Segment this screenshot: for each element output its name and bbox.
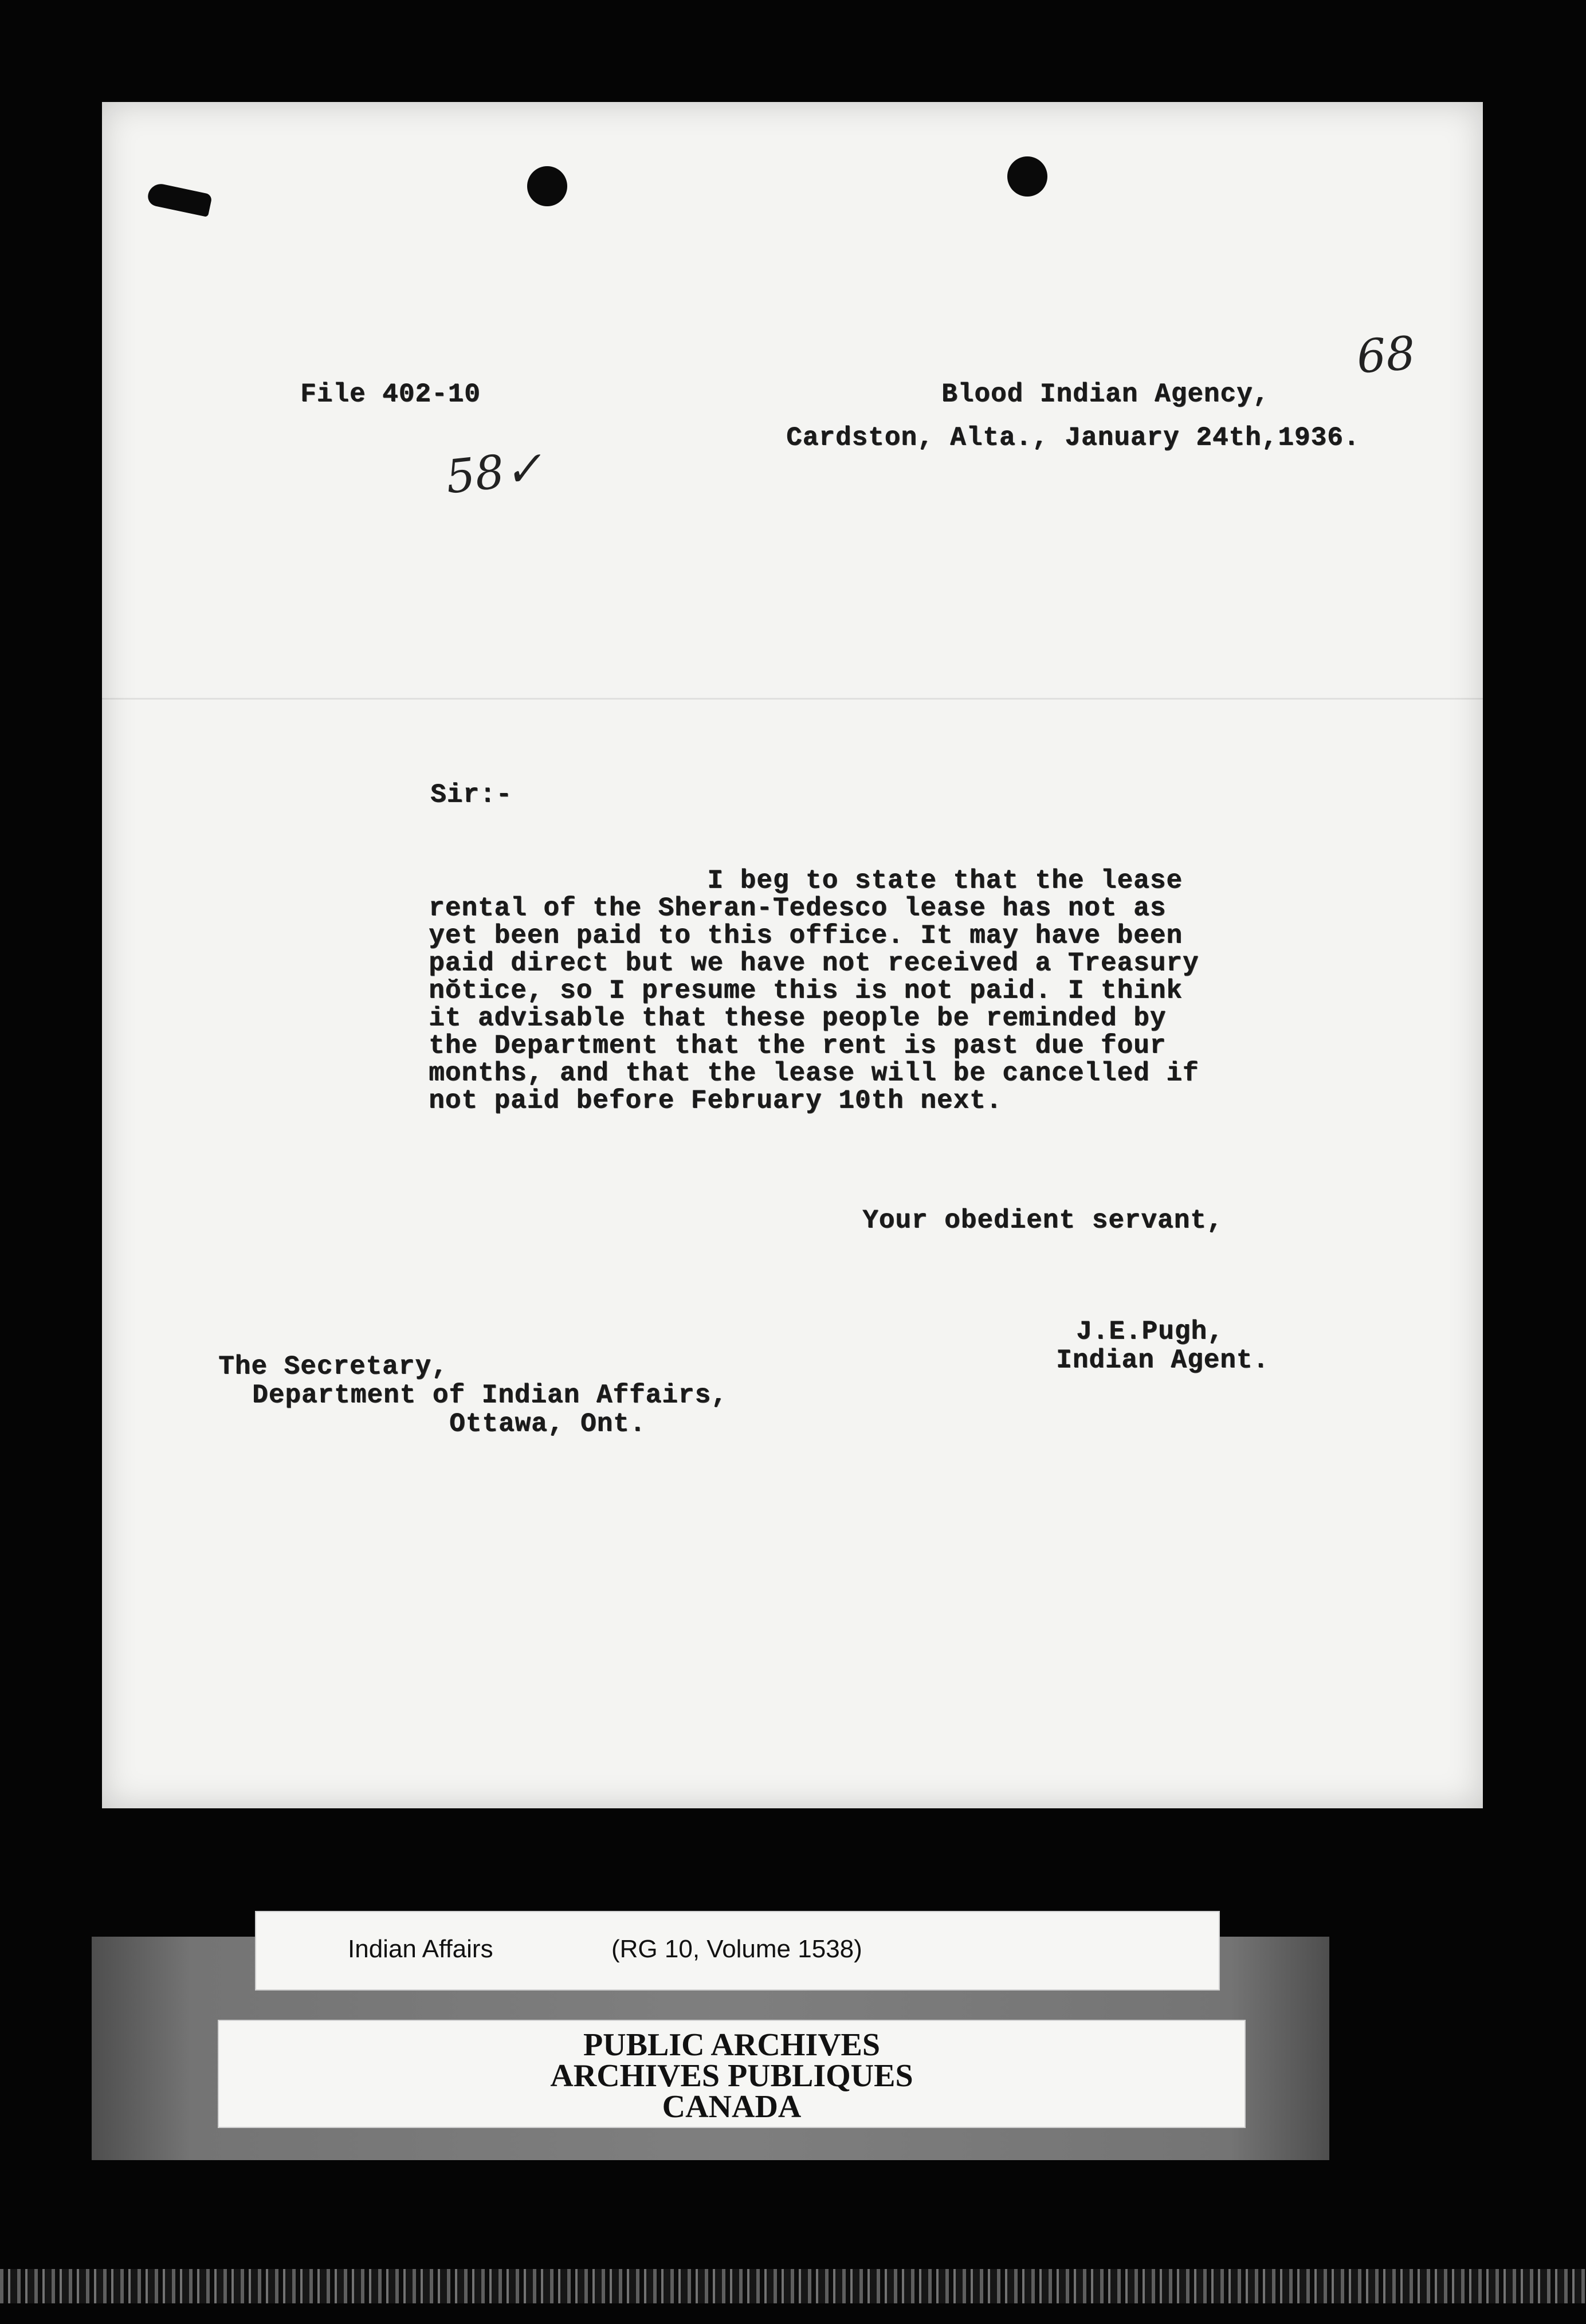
archive-reference-strip (255, 1911, 1220, 1991)
handwritten-note: 58✓ (443, 441, 545, 504)
archive-country: CANADA (662, 2089, 802, 2125)
body-line: yet been paid to this office. It may have been (429, 921, 1183, 951)
addressee-line-2: Department of Indian Affairs, (252, 1380, 728, 1410)
signature-name: J.E.Pugh, (1076, 1317, 1224, 1346)
place-and-date: Cardston, Alta., January 24th,1936. (786, 423, 1360, 453)
handwritten-page-number: 68 (1355, 326, 1417, 384)
agency-name: Blood Indian Agency, (941, 379, 1270, 409)
letter-page (102, 102, 1483, 1808)
archive-name-fr: ARCHIVES PUBLIQUES (550, 2058, 913, 2094)
punch-hole-left (527, 166, 567, 206)
body-line: nŏtice, so I presume this is not paid. I think (429, 976, 1183, 1006)
film-edge (0, 2269, 1586, 2303)
letter-body (429, 867, 1331, 1114)
punch-hole-right (1007, 156, 1047, 197)
addressee-line-3: Ottawa, Ont. (449, 1409, 646, 1439)
body-line: it advisable that these people be reminded by (429, 1003, 1167, 1033)
body-line: paid direct but we have not received a Treasury (429, 948, 1199, 978)
fold-line (102, 698, 1483, 700)
file-reference: File 402-10 (300, 379, 481, 409)
archive-name (219, 2027, 1245, 2125)
archive-name-strip (218, 2020, 1246, 2128)
body-line: rental of the Sheran-Tedesco lease has not as (429, 893, 1167, 923)
body-line: I beg to state that the lease (429, 866, 1183, 896)
tape-mark (146, 182, 213, 217)
archive-name-en: PUBLIC ARCHIVES (583, 2027, 881, 2063)
body-line: not paid before February 10th next. (429, 1086, 1003, 1116)
addressee-line-1: The Secretary, (218, 1352, 448, 1381)
volume-reference: (RG 10, Volume 1538) (611, 1935, 862, 1963)
closing: Your obedient servant, (862, 1206, 1223, 1235)
body-line: the Department that the rent is past due four (429, 1031, 1167, 1061)
collection-name: Indian Affairs (348, 1935, 493, 1963)
signature-title: Indian Agent. (1056, 1345, 1269, 1375)
salutation: Sir:- (430, 780, 513, 810)
body-line: months, and that the lease will be cancelled if (429, 1058, 1199, 1088)
